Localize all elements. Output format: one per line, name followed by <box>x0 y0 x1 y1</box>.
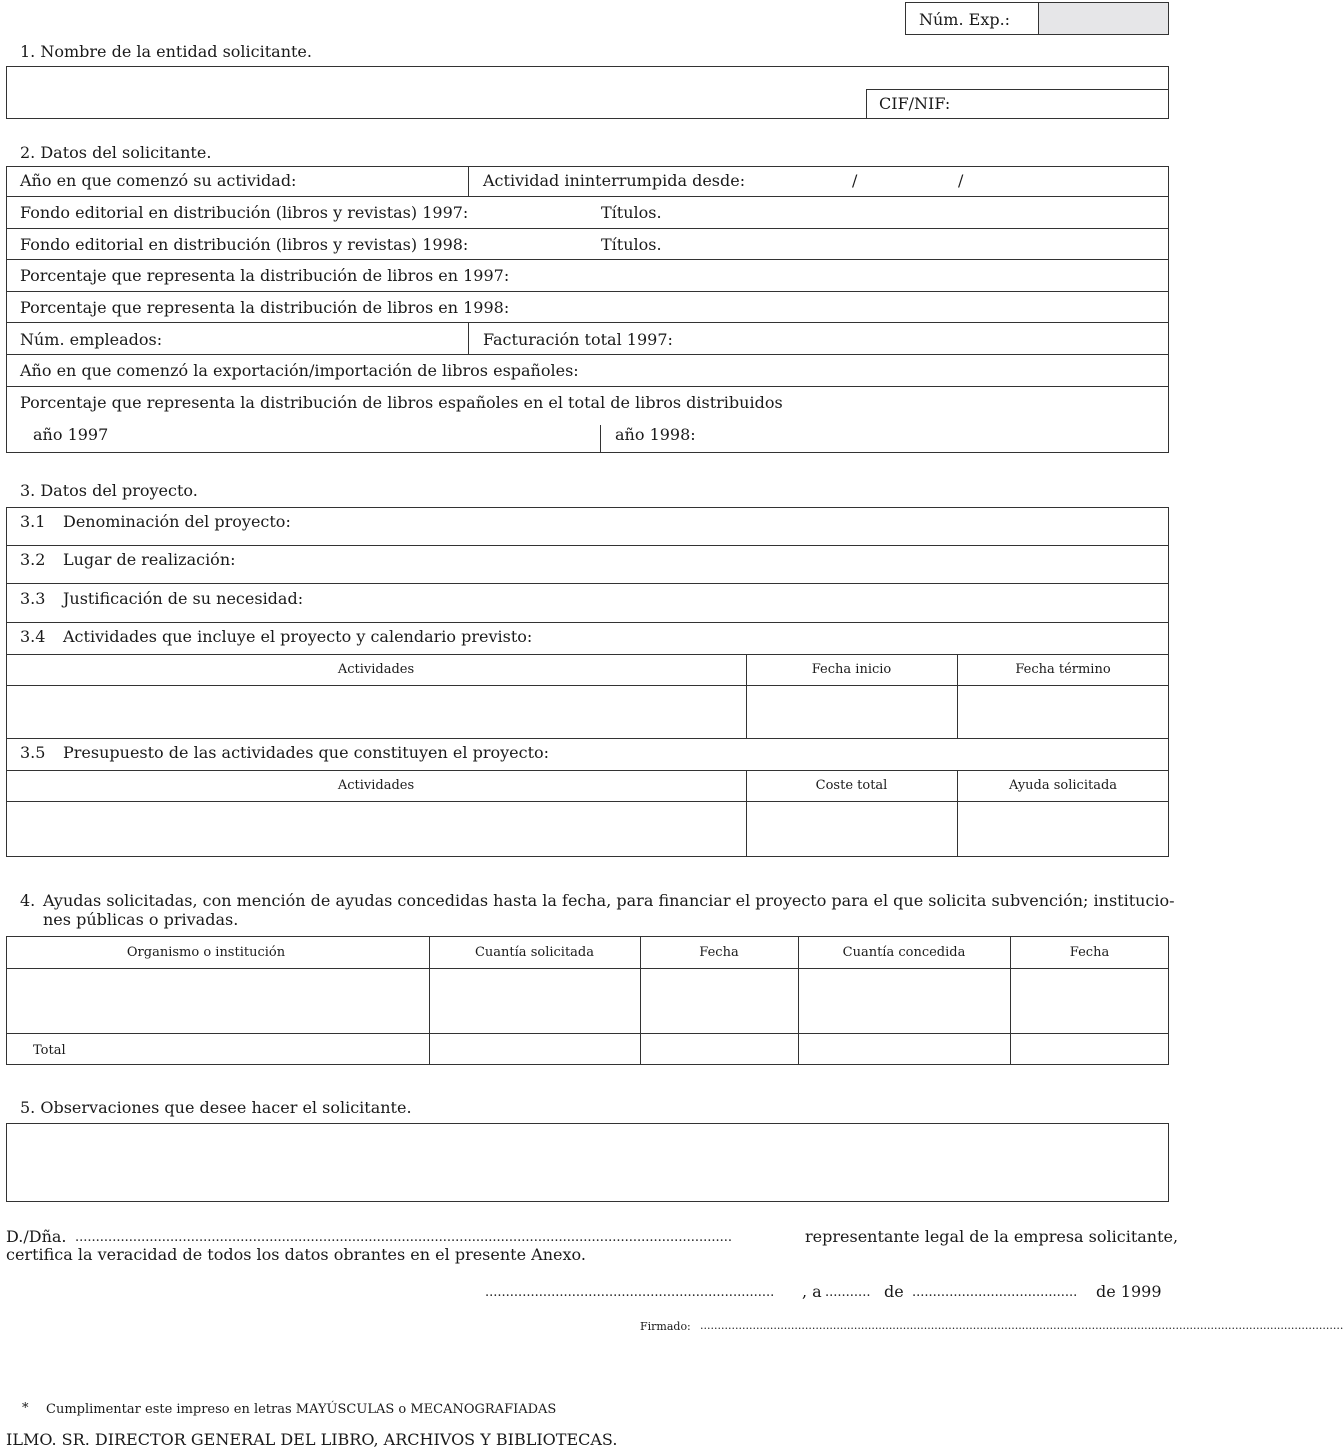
row-3-5-label: Presupuesto de las actividades que constituyen el proyecto: <box>63 743 550 762</box>
num-exp-field[interactable] <box>1039 3 1168 34</box>
titulos-label: Títulos. <box>601 203 662 222</box>
num-empleados-field[interactable] <box>165 324 465 352</box>
row-3-3-label: Justificación de su necesidad: <box>63 589 304 608</box>
section-4-num: 4. <box>20 891 36 910</box>
section-4-title-line1: Ayudas solicitadas, con mención de ayudas concedidas hasta la fecha, para financiar el proyecto para el que solicita subvención; institucio- <box>43 891 1175 910</box>
row-3-3-num: 3.3 <box>20 589 46 608</box>
row-divider <box>6 386 1169 387</box>
fecha-termino-cell[interactable] <box>959 687 1167 737</box>
titulos-label: Títulos. <box>601 235 662 254</box>
col-divider <box>468 166 469 196</box>
section-2-title: 2. Datos del solicitante. <box>20 143 212 162</box>
section-4-title-line2: nes públicas o privadas. <box>43 910 239 929</box>
coste-total-cell[interactable] <box>748 803 956 856</box>
footnote-text: Cumplimentar este impreso en letras MAYÚSCULAS o MECANOGRAFIADAS <box>46 1402 557 1417</box>
row-divider <box>6 801 1169 802</box>
col-header-fecha-termino: Fecha término <box>1015 662 1111 677</box>
col-header-fecha-inicio: Fecha inicio <box>811 662 892 677</box>
day-dots[interactable]: ........... <box>825 1285 871 1300</box>
col-header-ayuda-solicitada: Ayuda solicitada <box>1008 778 1118 793</box>
fondo-1998-label: Fondo editorial en distribución (libros y revistas) 1998: <box>20 235 469 254</box>
row-3-1-label: Denominación del proyecto: <box>63 512 291 531</box>
row-divider <box>6 583 1169 584</box>
cif-field[interactable] <box>955 90 1167 118</box>
row-divider <box>6 228 1169 229</box>
footnote-asterisk: * <box>22 1401 29 1416</box>
cert-suffix: representante legal de la empresa solicitante, <box>805 1227 1179 1246</box>
row-divider <box>6 770 1169 771</box>
total-fecha-cell[interactable] <box>642 1035 797 1064</box>
col-header-cuantia-solicitada: Cuantía solicitada <box>474 945 594 960</box>
cuantia-solicitada-cell[interactable] <box>431 970 639 1032</box>
row-divider <box>6 545 1169 546</box>
row-divider <box>6 654 1169 655</box>
row-3-2-num: 3.2 <box>20 550 46 569</box>
ano-comenzo-field[interactable] <box>300 168 464 195</box>
col-divider <box>468 322 469 354</box>
actividad-desde-field[interactable] <box>750 168 1166 195</box>
row-divider <box>6 968 1169 969</box>
ano-1998-field[interactable] <box>700 425 1165 451</box>
section-3-title: 3. Datos del proyecto. <box>20 481 198 500</box>
col-header-cuantia-concedida: Cuantía concedida <box>842 945 966 960</box>
total-cuantia-concedida-cell[interactable] <box>800 1035 1009 1064</box>
ano-1997-label: año 1997 <box>33 425 109 444</box>
justificacion-field[interactable] <box>310 585 1165 620</box>
pct-1998-label: Porcentaje que representa la distribución de libros en 1998: <box>20 298 510 317</box>
a-label: , a <box>802 1282 822 1301</box>
row-divider <box>6 622 1169 623</box>
cert-line2: certifica la veracidad de todos los datos obrantes en el presente Anexo. <box>6 1245 586 1264</box>
cuantia-concedida-cell[interactable] <box>800 970 1009 1032</box>
month-dots[interactable]: ........................................ <box>912 1285 1078 1300</box>
cif-label: CIF/NIF: <box>879 94 951 113</box>
entity-name-field[interactable] <box>7 67 865 118</box>
ayuda-solicitada-cell[interactable] <box>959 803 1167 856</box>
actividades-cell[interactable] <box>7 687 745 737</box>
fecha-inicio-cell[interactable] <box>748 687 956 737</box>
cert-name-dots[interactable]: ............................................................................................................................................................... <box>75 1230 733 1245</box>
actividad-desde-label: Actividad ininterrumpida desde: <box>483 171 746 190</box>
facturacion-label: Facturación total 1997: <box>483 330 673 349</box>
firmado-label: Firmado: <box>640 1320 691 1333</box>
row-divider <box>6 196 1169 197</box>
num-empleados-label: Núm. empleados: <box>20 330 163 349</box>
de-label: de <box>884 1282 904 1301</box>
denominacion-field[interactable] <box>300 509 1165 543</box>
fecha-cell[interactable] <box>642 970 797 1032</box>
total-cuantia-solicitada-cell[interactable] <box>431 1035 639 1064</box>
section-1-title: 1. Nombre de la entidad solicitante. <box>20 42 312 61</box>
observaciones-field[interactable] <box>7 1124 1168 1201</box>
actividades-cell[interactable] <box>7 803 745 856</box>
ano-1997-field[interactable] <box>115 425 595 451</box>
row-3-2-label: Lugar de realización: <box>63 550 236 569</box>
lugar-field[interactable] <box>240 547 1165 581</box>
section-5-title: 5. Observaciones que desee hacer el solicitante. <box>20 1098 412 1117</box>
col-header-fecha: Fecha <box>699 945 739 960</box>
fondo-1997-label: Fondo editorial en distribución (libros y revistas) 1997: <box>20 203 469 222</box>
fondo-1997-field[interactable] <box>470 198 595 226</box>
date-separator: / <box>852 171 858 190</box>
row-divider <box>6 685 1169 686</box>
ano-1998-label: año 1998: <box>615 425 696 444</box>
col-header-coste-total: Coste total <box>815 778 888 793</box>
organismo-cell[interactable] <box>7 970 428 1032</box>
ano-export-field[interactable] <box>580 356 1165 384</box>
col-header-actividades: Actividades <box>337 662 415 677</box>
fecha-cell[interactable] <box>1012 970 1168 1032</box>
row-divider <box>6 322 1169 323</box>
date-separator: / <box>958 171 964 190</box>
place-dots[interactable]: ...................................................................... <box>485 1285 775 1300</box>
pct-1997-field[interactable] <box>505 261 1165 289</box>
col-header-organismo: Organismo o institución <box>126 945 286 960</box>
total-label: Total <box>33 1043 66 1058</box>
row-divider <box>6 738 1169 739</box>
row-divider <box>6 1033 1169 1034</box>
facturacion-field[interactable] <box>675 324 1165 352</box>
num-exp-label: Núm. Exp.: <box>919 10 1011 29</box>
addressee: ILMO. SR. DIRECTOR GENERAL DEL LIBRO, ARCHIVOS Y BIBLIOTECAS. <box>6 1430 618 1449</box>
total-fecha-cell[interactable] <box>1012 1035 1168 1064</box>
pct-espanoles-label: Porcentaje que representa la distribución de libros españoles en el total de libros distribuidos <box>20 393 783 412</box>
row-divider <box>6 291 1169 292</box>
firmado-dots[interactable]: ........................................................................................................................................................................................ <box>700 1319 1343 1332</box>
row-3-5-num: 3.5 <box>20 743 46 762</box>
row-divider <box>6 354 1169 355</box>
row-3-1-num: 3.1 <box>20 512 46 531</box>
row-divider <box>6 259 1169 260</box>
ano-comenzo-label: Año en que comenzó su actividad: <box>20 171 297 190</box>
col-divider <box>600 425 601 452</box>
row-3-4-num: 3.4 <box>20 627 46 646</box>
pct-1997-label: Porcentaje que representa la distribución de libros en 1997: <box>20 266 510 285</box>
row-3-4-label: Actividades que incluye el proyecto y calendario previsto: <box>63 627 533 646</box>
pct-1998-field[interactable] <box>505 293 1165 321</box>
fondo-1998-field[interactable] <box>470 230 595 258</box>
ano-export-label: Año en que comenzó la exportación/importación de libros españoles: <box>20 361 579 380</box>
col-header-fecha: Fecha <box>1069 945 1110 960</box>
cert-prefix: D./Dña. <box>6 1227 67 1246</box>
year-label: de 1999 <box>1096 1282 1162 1301</box>
col-header-actividades: Actividades <box>337 778 415 793</box>
